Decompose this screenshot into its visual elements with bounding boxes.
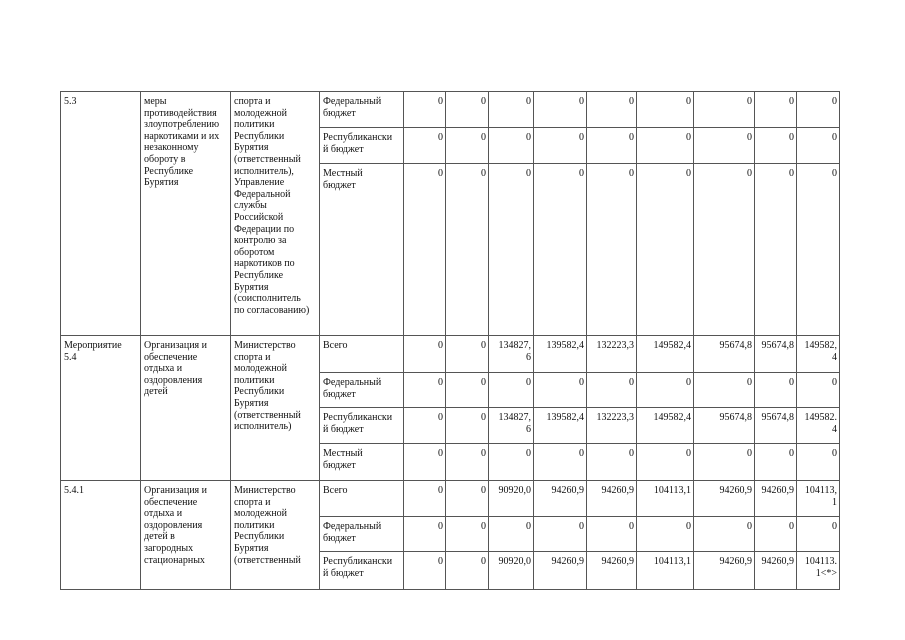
value-cell: 0 (534, 128, 587, 164)
value-cell: 139582,4 (534, 336, 587, 373)
value-cell: 139582,4 (534, 408, 587, 444)
budget-table (60, 91, 840, 590)
value-cell: 0 (446, 444, 489, 481)
value-cell: 0 (637, 444, 694, 481)
value-cell: 0 (755, 128, 797, 164)
value-cell: 0 (694, 444, 755, 481)
value-cell: 0 (446, 373, 489, 408)
value-cell: 0 (755, 444, 797, 481)
value-cell: 104113,1 (637, 481, 694, 517)
value-cell: 0 (534, 164, 587, 336)
funding-source-cell: Всего (320, 336, 404, 373)
value-cell: 0 (404, 92, 446, 128)
value-cell: 0 (489, 373, 534, 408)
value-cell: 0 (755, 373, 797, 408)
value-cell: 0 (797, 444, 840, 481)
value-cell: 94260,9 (587, 481, 637, 517)
value-cell: 0 (404, 444, 446, 481)
value-cell: 0 (694, 128, 755, 164)
value-cell: 94260,9 (587, 552, 637, 590)
value-cell: 0 (637, 373, 694, 408)
value-cell: 0 (404, 373, 446, 408)
funding-source-cell: Местный бюджет (320, 164, 404, 336)
value-cell: 0 (534, 92, 587, 128)
funding-source-cell: Республикански й бюджет (320, 552, 404, 590)
value-cell: 95674,8 (694, 408, 755, 444)
value-cell: 149582,4 (637, 336, 694, 373)
value-cell: 94260,9 (755, 552, 797, 590)
executor-cell: Министерство спорта и молодежной политики Республики Бурятия (ответственный (231, 481, 320, 590)
value-cell: 0 (534, 444, 587, 481)
funding-source-cell: Республикански й бюджет (320, 408, 404, 444)
value-cell: 0 (446, 517, 489, 552)
value-cell: 0 (446, 92, 489, 128)
value-cell: 90920,0 (489, 481, 534, 517)
value-cell: 149582,4 (637, 408, 694, 444)
value-cell: 0 (489, 92, 534, 128)
value-cell: 0 (534, 517, 587, 552)
value-cell: 0 (489, 164, 534, 336)
value-cell: 0 (694, 517, 755, 552)
value-cell: 132223,3 (587, 408, 637, 444)
value-cell: 0 (404, 517, 446, 552)
value-cell: 0 (755, 517, 797, 552)
item-number-cell: 5.3 (61, 92, 141, 336)
value-cell: 0 (587, 128, 637, 164)
value-cell: 0 (446, 128, 489, 164)
value-cell: 0 (489, 517, 534, 552)
executor-cell: спорта и молодежной политики Республики Бурятия (ответственный исполнитель), Управление Федеральной службы Российской Федерации по контролю за оборотом наркотиков по Республике Бурятия (соисполнитель по согласованию) (231, 92, 320, 336)
value-cell: 104113, 1 (797, 481, 840, 517)
activity-name-cell: меры противодействия злоупотреблению наркотиками и их незаконному обороту в Республике Бурятия (141, 92, 231, 336)
item-number-cell: Мероприятие 5.4 (61, 336, 141, 481)
funding-source-cell: Федеральный бюджет (320, 92, 404, 128)
executor-cell: Министерство спорта и молодежной политики Республики Бурятия (ответственный исполнитель) (231, 336, 320, 481)
table-row (61, 92, 840, 128)
value-cell: 0 (637, 164, 694, 336)
value-cell: 0 (446, 408, 489, 444)
value-cell: 0 (534, 373, 587, 408)
value-cell: 0 (694, 373, 755, 408)
value-cell: 94260,9 (755, 481, 797, 517)
value-cell: 0 (797, 128, 840, 164)
value-cell: 0 (489, 444, 534, 481)
funding-source-cell: Местный бюджет (320, 444, 404, 481)
table-row (61, 481, 840, 517)
value-cell: 0 (797, 92, 840, 128)
value-cell: 0 (404, 481, 446, 517)
value-cell: 0 (446, 552, 489, 590)
value-cell: 94260,9 (534, 481, 587, 517)
value-cell: 0 (637, 92, 694, 128)
value-cell: 0 (489, 128, 534, 164)
value-cell: 0 (404, 552, 446, 590)
funding-source-cell: Всего (320, 481, 404, 517)
activity-name-cell: Организация и обеспечение отдыха и оздоровления детей (141, 336, 231, 481)
value-cell: 0 (637, 128, 694, 164)
funding-source-cell: Республикански й бюджет (320, 128, 404, 164)
value-cell: 95674,8 (694, 336, 755, 373)
value-cell: 0 (404, 164, 446, 336)
value-cell: 0 (755, 164, 797, 336)
value-cell: 0 (755, 92, 797, 128)
value-cell: 0 (694, 92, 755, 128)
value-cell: 0 (446, 481, 489, 517)
value-cell: 94260,9 (694, 481, 755, 517)
value-cell: 0 (797, 517, 840, 552)
value-cell: 134827, 6 (489, 336, 534, 373)
value-cell: 104113. 1<*> (797, 552, 840, 590)
table-row (61, 336, 840, 373)
value-cell: 0 (797, 164, 840, 336)
value-cell: 149582, 4 (797, 336, 840, 373)
value-cell: 0 (587, 164, 637, 336)
value-cell: 149582. 4 (797, 408, 840, 444)
funding-source-cell: Федеральный бюджет (320, 517, 404, 552)
value-cell: 0 (446, 164, 489, 336)
value-cell: 0 (797, 373, 840, 408)
value-cell: 0 (404, 128, 446, 164)
value-cell: 0 (587, 517, 637, 552)
value-cell: 94260,9 (694, 552, 755, 590)
value-cell: 0 (587, 444, 637, 481)
value-cell: 95674,8 (755, 408, 797, 444)
value-cell: 0 (404, 408, 446, 444)
value-cell: 90920,0 (489, 552, 534, 590)
value-cell: 0 (637, 517, 694, 552)
value-cell: 95674,8 (755, 336, 797, 373)
value-cell: 0 (587, 92, 637, 128)
value-cell: 0 (587, 373, 637, 408)
value-cell: 0 (694, 164, 755, 336)
value-cell: 104113,1 (637, 552, 694, 590)
value-cell: 94260,9 (534, 552, 587, 590)
item-number-cell: 5.4.1 (61, 481, 141, 590)
value-cell: 132223,3 (587, 336, 637, 373)
value-cell: 134827, 6 (489, 408, 534, 444)
value-cell: 0 (446, 336, 489, 373)
value-cell: 0 (404, 336, 446, 373)
activity-name-cell: Организация и обеспечение отдыха и оздоровления детей в загородных стационарных (141, 481, 231, 590)
funding-source-cell: Федеральный бюджет (320, 373, 404, 408)
